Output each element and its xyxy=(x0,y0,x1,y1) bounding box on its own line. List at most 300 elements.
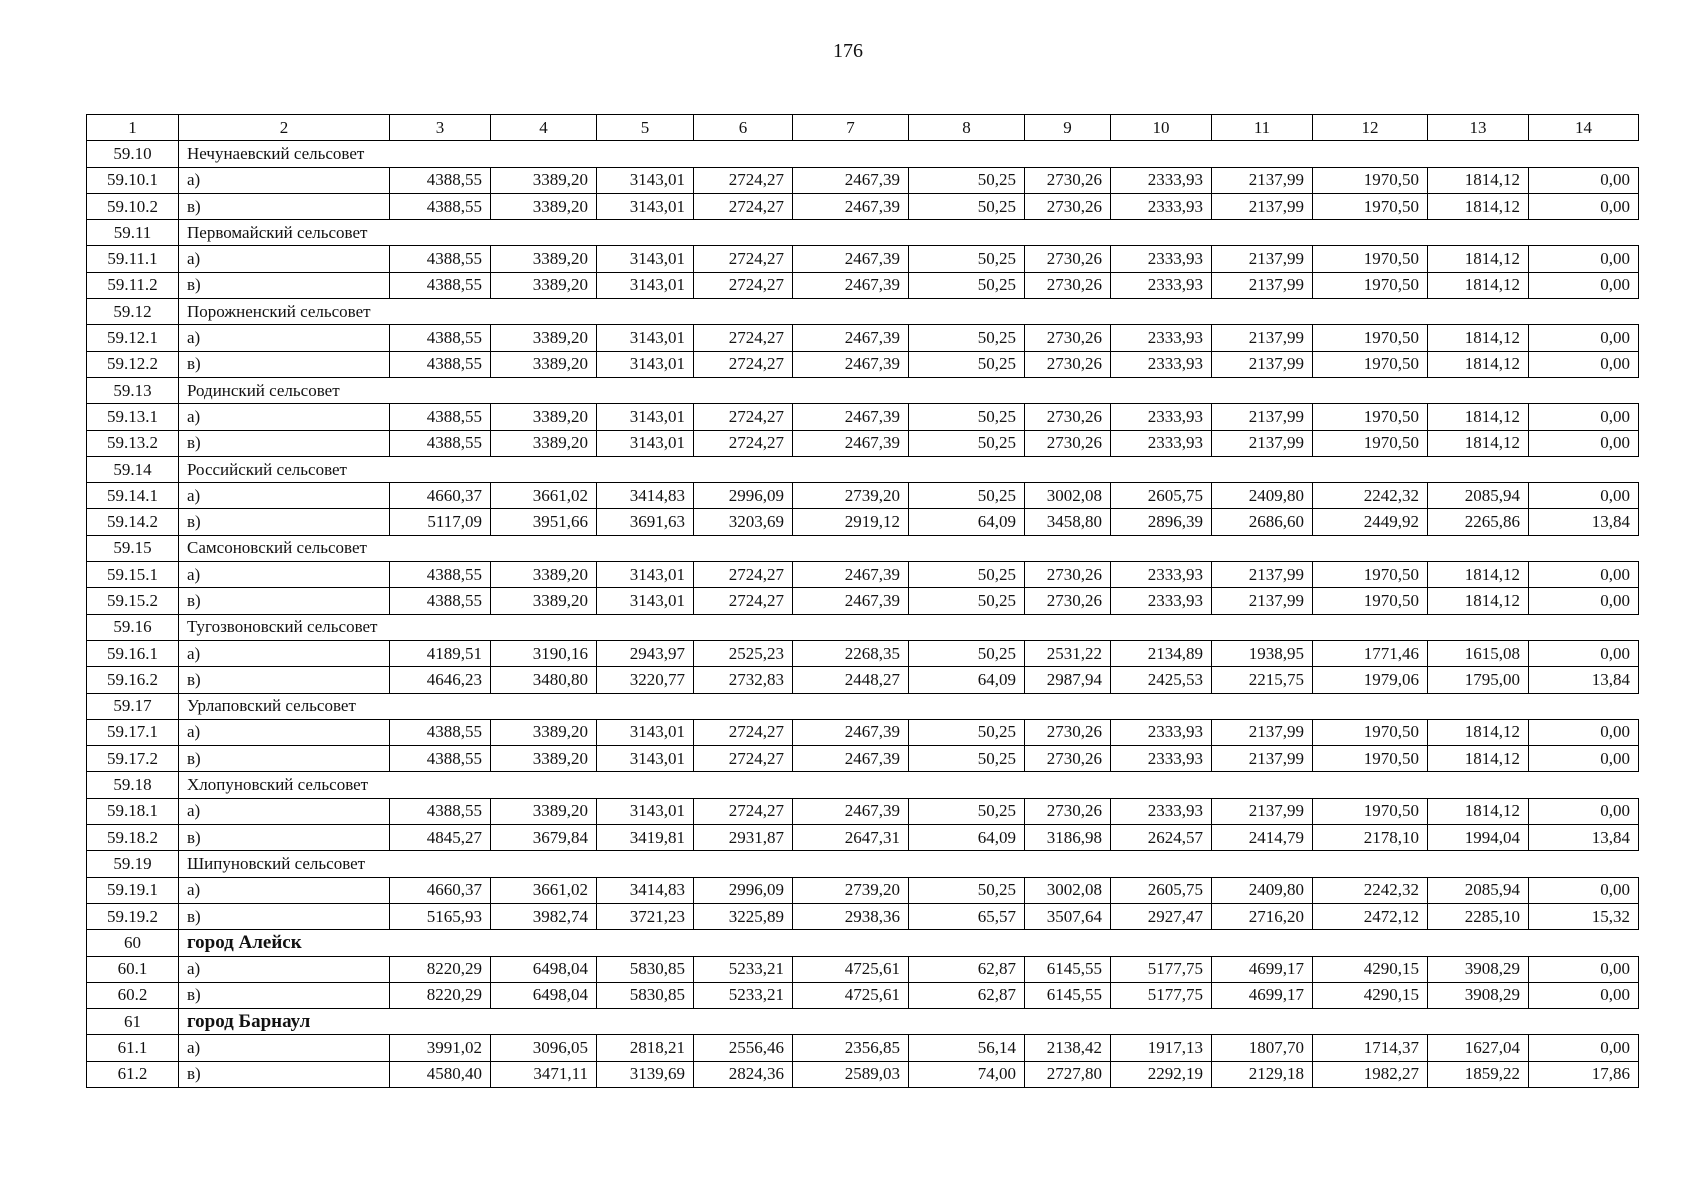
group-name: город Алейск xyxy=(179,930,1639,956)
value-cell: 2589,03 xyxy=(793,1061,909,1087)
value-cell: 4388,55 xyxy=(390,430,491,456)
group-row xyxy=(87,614,1639,640)
value-cell: 2425,53 xyxy=(1111,667,1212,693)
value-cell: 2896,39 xyxy=(1111,509,1212,535)
value-cell: 2730,26 xyxy=(1025,588,1111,614)
value-cell: 1970,50 xyxy=(1313,798,1428,824)
value-cell: 3139,69 xyxy=(597,1061,694,1087)
value-cell: 0,00 xyxy=(1529,483,1639,509)
table-row xyxy=(87,982,1639,1008)
row-code: 59.19.2 xyxy=(87,903,179,929)
value-cell: 3002,08 xyxy=(1025,483,1111,509)
group-name: город Барнаул xyxy=(179,1009,1639,1035)
value-cell: 2333,93 xyxy=(1111,167,1212,193)
value-cell: 2242,32 xyxy=(1313,877,1428,903)
value-cell: 4189,51 xyxy=(390,640,491,666)
value-cell: 2178,10 xyxy=(1313,825,1428,851)
value-cell: 2129,18 xyxy=(1212,1061,1313,1087)
row-label: а) xyxy=(179,719,390,745)
group-code: 59.13 xyxy=(87,377,179,403)
table-row xyxy=(87,351,1639,377)
value-cell: 2467,39 xyxy=(793,193,909,219)
value-cell: 50,25 xyxy=(909,325,1025,351)
value-cell: 2467,39 xyxy=(793,404,909,430)
value-cell: 2137,99 xyxy=(1212,193,1313,219)
value-cell: 2724,27 xyxy=(694,193,793,219)
table-row xyxy=(87,746,1639,772)
row-code: 59.16.2 xyxy=(87,667,179,693)
value-cell: 2472,12 xyxy=(1313,903,1428,929)
value-cell: 3480,80 xyxy=(491,667,597,693)
value-cell: 2409,80 xyxy=(1212,877,1313,903)
value-cell: 2730,26 xyxy=(1025,325,1111,351)
value-cell: 3507,64 xyxy=(1025,903,1111,929)
value-cell: 2137,99 xyxy=(1212,404,1313,430)
value-cell: 2724,27 xyxy=(694,562,793,588)
value-cell: 4388,55 xyxy=(390,167,491,193)
value-cell: 5177,75 xyxy=(1111,956,1212,982)
group-code: 59.10 xyxy=(87,141,179,167)
value-cell: 4725,61 xyxy=(793,956,909,982)
value-cell: 1970,50 xyxy=(1313,588,1428,614)
value-cell: 3143,01 xyxy=(597,588,694,614)
value-cell: 1814,12 xyxy=(1428,746,1529,772)
value-cell: 1970,50 xyxy=(1313,325,1428,351)
value-cell: 50,25 xyxy=(909,167,1025,193)
value-cell: 2448,27 xyxy=(793,667,909,693)
column-header: 11 xyxy=(1212,115,1313,141)
column-header: 8 xyxy=(909,115,1025,141)
value-cell: 1979,06 xyxy=(1313,667,1428,693)
value-cell: 3389,20 xyxy=(491,167,597,193)
value-cell: 2730,26 xyxy=(1025,404,1111,430)
value-cell: 1814,12 xyxy=(1428,325,1529,351)
value-cell: 2409,80 xyxy=(1212,483,1313,509)
column-header: 5 xyxy=(597,115,694,141)
value-cell: 1970,50 xyxy=(1313,167,1428,193)
value-cell: 2724,27 xyxy=(694,167,793,193)
value-cell: 50,25 xyxy=(909,483,1025,509)
value-cell: 3661,02 xyxy=(491,483,597,509)
value-cell: 2739,20 xyxy=(793,877,909,903)
row-label: в) xyxy=(179,193,390,219)
value-cell: 0,00 xyxy=(1529,719,1639,745)
value-cell: 2467,39 xyxy=(793,272,909,298)
column-header: 2 xyxy=(179,115,390,141)
value-cell: 1814,12 xyxy=(1428,719,1529,745)
value-cell: 4699,17 xyxy=(1212,956,1313,982)
row-code: 61.2 xyxy=(87,1061,179,1087)
value-cell: 3721,23 xyxy=(597,903,694,929)
value-cell: 6145,55 xyxy=(1025,982,1111,1008)
value-cell: 3220,77 xyxy=(597,667,694,693)
value-cell: 2333,93 xyxy=(1111,193,1212,219)
value-cell: 3389,20 xyxy=(491,325,597,351)
value-cell: 2730,26 xyxy=(1025,193,1111,219)
value-cell: 1814,12 xyxy=(1428,167,1529,193)
value-cell: 1807,70 xyxy=(1212,1035,1313,1061)
value-cell: 2730,26 xyxy=(1025,719,1111,745)
value-cell: 3471,11 xyxy=(491,1061,597,1087)
row-code: 59.17.1 xyxy=(87,719,179,745)
value-cell: 2333,93 xyxy=(1111,325,1212,351)
header-row xyxy=(87,115,1639,141)
value-cell: 2996,09 xyxy=(694,877,793,903)
column-header: 1 xyxy=(87,115,179,141)
row-label: а) xyxy=(179,640,390,666)
value-cell: 2987,94 xyxy=(1025,667,1111,693)
value-cell: 1970,50 xyxy=(1313,351,1428,377)
value-cell: 64,09 xyxy=(909,825,1025,851)
table-row xyxy=(87,640,1639,666)
value-cell: 4580,40 xyxy=(390,1061,491,1087)
value-cell: 3982,74 xyxy=(491,903,597,929)
value-cell: 50,25 xyxy=(909,404,1025,430)
value-cell: 74,00 xyxy=(909,1061,1025,1087)
row-code: 59.11.1 xyxy=(87,246,179,272)
row-code: 59.18.2 xyxy=(87,825,179,851)
group-code: 61 xyxy=(87,1009,179,1035)
tariff-table xyxy=(86,114,1639,1088)
value-cell: 2727,80 xyxy=(1025,1061,1111,1087)
group-name: Тугозвоновский сельсовет xyxy=(179,614,1639,640)
value-cell: 2730,26 xyxy=(1025,246,1111,272)
value-cell: 2716,20 xyxy=(1212,903,1313,929)
column-header: 4 xyxy=(491,115,597,141)
value-cell: 2414,79 xyxy=(1212,825,1313,851)
row-code: 59.19.1 xyxy=(87,877,179,903)
value-cell: 2556,46 xyxy=(694,1035,793,1061)
value-cell: 1970,50 xyxy=(1313,193,1428,219)
row-code: 59.15.2 xyxy=(87,588,179,614)
value-cell: 2333,93 xyxy=(1111,404,1212,430)
value-cell: 2724,27 xyxy=(694,798,793,824)
group-code: 59.14 xyxy=(87,456,179,482)
value-cell: 1970,50 xyxy=(1313,272,1428,298)
value-cell: 2137,99 xyxy=(1212,246,1313,272)
value-cell: 50,25 xyxy=(909,193,1025,219)
group-name: Родинский сельсовет xyxy=(179,377,1639,403)
row-code: 59.15.1 xyxy=(87,562,179,588)
value-cell: 2215,75 xyxy=(1212,667,1313,693)
value-cell: 1814,12 xyxy=(1428,562,1529,588)
row-label: а) xyxy=(179,325,390,351)
value-cell: 1814,12 xyxy=(1428,272,1529,298)
value-cell: 4388,55 xyxy=(390,325,491,351)
value-cell: 2467,39 xyxy=(793,719,909,745)
value-cell: 3143,01 xyxy=(597,798,694,824)
row-code: 59.17.2 xyxy=(87,746,179,772)
value-cell: 2605,75 xyxy=(1111,877,1212,903)
row-label: в) xyxy=(179,588,390,614)
value-cell: 62,87 xyxy=(909,956,1025,982)
column-header: 10 xyxy=(1111,115,1212,141)
value-cell: 2730,26 xyxy=(1025,351,1111,377)
row-label: в) xyxy=(179,1061,390,1087)
value-cell: 2824,36 xyxy=(694,1061,793,1087)
value-cell: 2467,39 xyxy=(793,798,909,824)
table-row xyxy=(87,483,1639,509)
value-cell: 4388,55 xyxy=(390,588,491,614)
value-cell: 1814,12 xyxy=(1428,246,1529,272)
value-cell: 2137,99 xyxy=(1212,430,1313,456)
value-cell: 5233,21 xyxy=(694,956,793,982)
value-cell: 3389,20 xyxy=(491,562,597,588)
row-code: 60.1 xyxy=(87,956,179,982)
value-cell: 50,25 xyxy=(909,430,1025,456)
value-cell: 2467,39 xyxy=(793,588,909,614)
value-cell: 2137,99 xyxy=(1212,719,1313,745)
value-cell: 4388,55 xyxy=(390,193,491,219)
value-cell: 2467,39 xyxy=(793,167,909,193)
value-cell: 3458,80 xyxy=(1025,509,1111,535)
row-code: 59.12.2 xyxy=(87,351,179,377)
value-cell: 2931,87 xyxy=(694,825,793,851)
value-cell: 64,09 xyxy=(909,667,1025,693)
row-code: 59.14.2 xyxy=(87,509,179,535)
value-cell: 2138,42 xyxy=(1025,1035,1111,1061)
row-code: 59.10.1 xyxy=(87,167,179,193)
value-cell: 6498,04 xyxy=(491,956,597,982)
value-cell: 0,00 xyxy=(1529,193,1639,219)
value-cell: 0,00 xyxy=(1529,877,1639,903)
row-label: а) xyxy=(179,956,390,982)
group-name: Российский сельсовет xyxy=(179,456,1639,482)
value-cell: 2467,39 xyxy=(793,430,909,456)
value-cell: 3389,20 xyxy=(491,746,597,772)
value-cell: 64,09 xyxy=(909,509,1025,535)
value-cell: 1814,12 xyxy=(1428,430,1529,456)
value-cell: 4388,55 xyxy=(390,746,491,772)
value-cell: 0,00 xyxy=(1529,325,1639,351)
value-cell: 0,00 xyxy=(1529,1035,1639,1061)
value-cell: 3143,01 xyxy=(597,746,694,772)
value-cell: 1814,12 xyxy=(1428,798,1529,824)
value-cell: 1814,12 xyxy=(1428,404,1529,430)
value-cell: 3143,01 xyxy=(597,246,694,272)
value-cell: 2333,93 xyxy=(1111,246,1212,272)
table-row xyxy=(87,825,1639,851)
value-cell: 0,00 xyxy=(1529,562,1639,588)
value-cell: 0,00 xyxy=(1529,746,1639,772)
value-cell: 3908,29 xyxy=(1428,956,1529,982)
value-cell: 4388,55 xyxy=(390,246,491,272)
value-cell: 5830,85 xyxy=(597,956,694,982)
page-number: 176 xyxy=(833,40,863,62)
value-cell: 17,86 xyxy=(1529,1061,1639,1087)
value-cell: 3143,01 xyxy=(597,167,694,193)
value-cell: 13,84 xyxy=(1529,825,1639,851)
value-cell: 2265,86 xyxy=(1428,509,1529,535)
value-cell: 2085,94 xyxy=(1428,877,1529,903)
group-name: Урлаповский сельсовет xyxy=(179,693,1639,719)
value-cell: 3389,20 xyxy=(491,351,597,377)
value-cell: 2818,21 xyxy=(597,1035,694,1061)
value-cell: 2525,23 xyxy=(694,640,793,666)
value-cell: 50,25 xyxy=(909,588,1025,614)
value-cell: 2333,93 xyxy=(1111,719,1212,745)
value-cell: 3143,01 xyxy=(597,719,694,745)
value-cell: 2137,99 xyxy=(1212,351,1313,377)
row-label: а) xyxy=(179,562,390,588)
value-cell: 2732,83 xyxy=(694,667,793,693)
value-cell: 4660,37 xyxy=(390,877,491,903)
value-cell: 4388,55 xyxy=(390,404,491,430)
value-cell: 4290,15 xyxy=(1313,982,1428,1008)
group-row xyxy=(87,693,1639,719)
group-name: Первомайский сельсовет xyxy=(179,220,1639,246)
group-code: 59.16 xyxy=(87,614,179,640)
group-code: 59.19 xyxy=(87,851,179,877)
value-cell: 2605,75 xyxy=(1111,483,1212,509)
column-header: 13 xyxy=(1428,115,1529,141)
value-cell: 2333,93 xyxy=(1111,430,1212,456)
group-name: Шипуновский сельсовет xyxy=(179,851,1639,877)
group-row xyxy=(87,535,1639,561)
value-cell: 4388,55 xyxy=(390,272,491,298)
value-cell: 2647,31 xyxy=(793,825,909,851)
value-cell: 2996,09 xyxy=(694,483,793,509)
row-code: 61.1 xyxy=(87,1035,179,1061)
table-row xyxy=(87,903,1639,929)
value-cell: 4388,55 xyxy=(390,798,491,824)
table-row xyxy=(87,667,1639,693)
value-cell: 8220,29 xyxy=(390,982,491,1008)
value-cell: 2467,39 xyxy=(793,351,909,377)
value-cell: 1970,50 xyxy=(1313,246,1428,272)
row-label: в) xyxy=(179,430,390,456)
table-row xyxy=(87,719,1639,745)
value-cell: 50,25 xyxy=(909,351,1025,377)
value-cell: 2730,26 xyxy=(1025,746,1111,772)
value-cell: 2137,99 xyxy=(1212,272,1313,298)
group-code: 59.12 xyxy=(87,299,179,325)
row-label: в) xyxy=(179,351,390,377)
table-row xyxy=(87,562,1639,588)
value-cell: 3143,01 xyxy=(597,325,694,351)
value-cell: 0,00 xyxy=(1529,430,1639,456)
column-header: 3 xyxy=(390,115,491,141)
value-cell: 2333,93 xyxy=(1111,746,1212,772)
value-cell: 3419,81 xyxy=(597,825,694,851)
row-code: 59.13.1 xyxy=(87,404,179,430)
value-cell: 1970,50 xyxy=(1313,746,1428,772)
table-row xyxy=(87,1035,1639,1061)
value-cell: 2085,94 xyxy=(1428,483,1529,509)
row-label: в) xyxy=(179,903,390,929)
value-cell: 2624,57 xyxy=(1111,825,1212,851)
value-cell: 1917,13 xyxy=(1111,1035,1212,1061)
group-name: Хлопуновский сельсовет xyxy=(179,772,1639,798)
table-row xyxy=(87,404,1639,430)
row-code: 59.12.1 xyxy=(87,325,179,351)
value-cell: 2730,26 xyxy=(1025,272,1111,298)
value-cell: 3096,05 xyxy=(491,1035,597,1061)
value-cell: 2724,27 xyxy=(694,719,793,745)
row-label: в) xyxy=(179,667,390,693)
value-cell: 3691,63 xyxy=(597,509,694,535)
value-cell: 2467,39 xyxy=(793,562,909,588)
value-cell: 3002,08 xyxy=(1025,877,1111,903)
value-cell: 5830,85 xyxy=(597,982,694,1008)
row-label: а) xyxy=(179,877,390,903)
value-cell: 6145,55 xyxy=(1025,956,1111,982)
row-label: а) xyxy=(179,246,390,272)
value-cell: 4660,37 xyxy=(390,483,491,509)
table-row xyxy=(87,798,1639,824)
group-code: 59.18 xyxy=(87,772,179,798)
value-cell: 3908,29 xyxy=(1428,982,1529,1008)
value-cell: 65,57 xyxy=(909,903,1025,929)
value-cell: 50,25 xyxy=(909,246,1025,272)
value-cell: 2724,27 xyxy=(694,325,793,351)
value-cell: 0,00 xyxy=(1529,798,1639,824)
value-cell: 3679,84 xyxy=(491,825,597,851)
row-label: а) xyxy=(179,798,390,824)
value-cell: 2927,47 xyxy=(1111,903,1212,929)
group-row xyxy=(87,377,1639,403)
value-cell: 8220,29 xyxy=(390,956,491,982)
value-cell: 50,25 xyxy=(909,746,1025,772)
value-cell: 2242,32 xyxy=(1313,483,1428,509)
value-cell: 2724,27 xyxy=(694,588,793,614)
table-row xyxy=(87,325,1639,351)
value-cell: 2285,10 xyxy=(1428,903,1529,929)
value-cell: 62,87 xyxy=(909,982,1025,1008)
group-row xyxy=(87,299,1639,325)
value-cell: 2333,93 xyxy=(1111,588,1212,614)
group-code: 59.17 xyxy=(87,693,179,719)
value-cell: 2686,60 xyxy=(1212,509,1313,535)
table-row xyxy=(87,877,1639,903)
value-cell: 50,25 xyxy=(909,877,1025,903)
value-cell: 3203,69 xyxy=(694,509,793,535)
row-code: 60.2 xyxy=(87,982,179,1008)
value-cell: 4845,27 xyxy=(390,825,491,851)
value-cell: 3389,20 xyxy=(491,272,597,298)
group-code: 60 xyxy=(87,930,179,956)
value-cell: 5117,09 xyxy=(390,509,491,535)
value-cell: 2724,27 xyxy=(694,351,793,377)
value-cell: 2724,27 xyxy=(694,404,793,430)
row-code: 59.16.1 xyxy=(87,640,179,666)
group-row xyxy=(87,1009,1639,1035)
value-cell: 50,25 xyxy=(909,640,1025,666)
value-cell: 0,00 xyxy=(1529,982,1639,1008)
row-label: в) xyxy=(179,272,390,298)
column-header: 12 xyxy=(1313,115,1428,141)
column-header: 6 xyxy=(694,115,793,141)
value-cell: 3389,20 xyxy=(491,404,597,430)
group-name: Нечунаевский сельсовет xyxy=(179,141,1639,167)
value-cell: 4699,17 xyxy=(1212,982,1313,1008)
value-cell: 0,00 xyxy=(1529,272,1639,298)
value-cell: 5233,21 xyxy=(694,982,793,1008)
value-cell: 3414,83 xyxy=(597,877,694,903)
row-code: 59.11.2 xyxy=(87,272,179,298)
value-cell: 1982,27 xyxy=(1313,1061,1428,1087)
row-code: 59.13.2 xyxy=(87,430,179,456)
value-cell: 0,00 xyxy=(1529,351,1639,377)
table-row xyxy=(87,588,1639,614)
value-cell: 0,00 xyxy=(1529,588,1639,614)
value-cell: 1814,12 xyxy=(1428,193,1529,219)
value-cell: 1814,12 xyxy=(1428,588,1529,614)
value-cell: 0,00 xyxy=(1529,246,1639,272)
value-cell: 3143,01 xyxy=(597,562,694,588)
value-cell: 2724,27 xyxy=(694,746,793,772)
group-row xyxy=(87,220,1639,246)
